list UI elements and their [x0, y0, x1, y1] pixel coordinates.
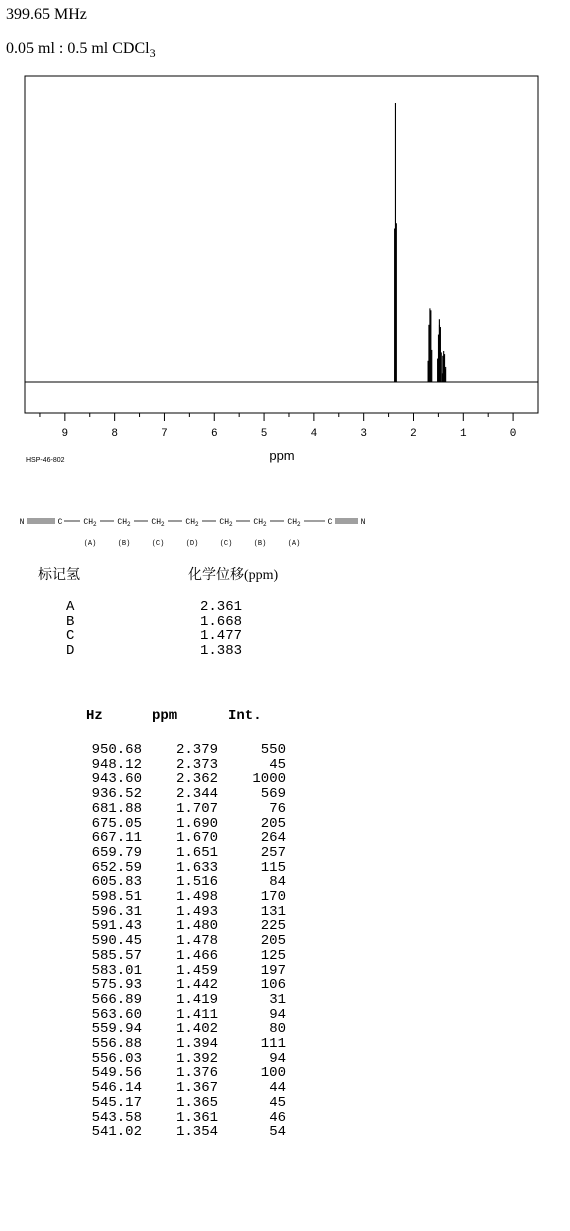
peak-row	[66, 875, 286, 890]
peak-intensity: 44	[269, 1080, 286, 1097]
peak-row	[66, 964, 286, 979]
tick-label: 8	[111, 428, 118, 440]
tick-label: 2	[410, 428, 417, 440]
peak-ppm: 1.376	[175, 1065, 218, 1082]
peak-row	[66, 817, 286, 832]
peak-row	[66, 890, 286, 905]
peak-intensity: 569	[260, 786, 286, 803]
peak-hz: 596.31	[91, 903, 142, 920]
peak-ppm: 1.442	[175, 977, 218, 994]
peak-ppm: 1.361	[175, 1109, 218, 1126]
peak-intensity: 550	[260, 742, 286, 758]
peak-ppm: 1.493	[175, 903, 218, 920]
peak-col-int: Int.	[228, 708, 262, 724]
peak-ppm: 1.670	[175, 830, 218, 847]
plot-frame	[25, 76, 538, 413]
peak-ppm: 1.459	[175, 962, 218, 979]
peak-hz: 659.79	[91, 844, 142, 861]
chemical-shift: 1.477	[200, 628, 243, 644]
peak-ppm: 1.480	[175, 918, 218, 935]
peak-row	[66, 978, 286, 993]
peak-ppm: 1.354	[175, 1124, 218, 1141]
peak-row	[66, 758, 286, 773]
peak-intensity: 94	[269, 1050, 286, 1067]
peak-intensity: 225	[260, 918, 286, 935]
chemical-shift: 1.668	[200, 613, 243, 630]
peak-row	[66, 949, 286, 964]
peak-hz: 583.01	[91, 962, 142, 979]
peak-row	[66, 846, 286, 861]
peak-hz: 566.89	[91, 991, 142, 1008]
peak-hz: 675.05	[91, 815, 142, 832]
tick-label: 1	[459, 428, 467, 440]
peak-ppm: 1.651	[175, 844, 218, 861]
peak-intensity: 264	[260, 830, 286, 847]
peak-intensity: 106	[260, 977, 286, 994]
peak-intensity: 205	[260, 933, 286, 950]
atom-9: C	[327, 518, 333, 527]
peak-intensity: 125	[260, 947, 286, 964]
peak-ppm: 2.344	[175, 786, 218, 803]
atom-7: $CH_2$	[253, 518, 267, 528]
atom-3: $CH_2$	[117, 518, 131, 528]
peak-ppm: 1.367	[175, 1080, 218, 1097]
peak-hz: 948.12	[91, 756, 142, 773]
peak-hz: 546.14	[91, 1080, 142, 1097]
peak-ppm: 2.362	[175, 771, 218, 788]
proton-label: C	[66, 628, 75, 644]
peak-ppm: 1.402	[175, 1021, 218, 1038]
peak-hz: 559.94	[91, 1021, 142, 1038]
group-label: (B)	[253, 540, 267, 548]
proton-label: A	[66, 599, 75, 615]
assignment-row	[66, 600, 260, 615]
peak-row	[66, 1125, 286, 1140]
assignment-row	[66, 629, 260, 644]
peak-intensity: 80	[269, 1021, 286, 1038]
peak-row	[66, 1037, 286, 1052]
peak-hz: 585.57	[91, 947, 142, 964]
x-axis-ticks	[40, 413, 516, 440]
peak-row	[66, 802, 286, 817]
group-label: (B)	[117, 540, 131, 548]
molecule-structure	[0, 510, 570, 550]
peak-hz: 667.11	[91, 830, 142, 847]
group-label: (C)	[151, 540, 165, 548]
chemical-shift: 2.361	[200, 599, 243, 615]
tick-label: 7	[161, 428, 168, 440]
peak-row	[66, 787, 286, 802]
peak-ppm: 1.392	[175, 1050, 218, 1067]
solvent-text: 0.05 ml : 0.5 ml CDCl	[6, 40, 150, 57]
peak-intensity: 111	[260, 1036, 286, 1053]
peak-ppm: 2.373	[175, 756, 218, 773]
group-label: (C)	[219, 540, 233, 548]
peak-hz: 556.03	[91, 1050, 142, 1067]
peak-row	[66, 861, 286, 876]
peak-intensity: 45	[269, 1094, 286, 1111]
proton-label: B	[66, 613, 75, 630]
peak-row	[66, 1008, 286, 1023]
atom-5: $CH_2$	[185, 518, 199, 528]
tick-label: 3	[360, 428, 367, 440]
peak-row	[66, 919, 286, 934]
peak-intensity: 100	[260, 1065, 286, 1082]
peak-row	[66, 1081, 286, 1096]
peak-intensity: 197	[260, 962, 286, 979]
assignment-table	[66, 600, 260, 658]
tick-label: 6	[210, 428, 218, 440]
peak-intensity: 131	[260, 903, 286, 920]
structure-layer	[20, 518, 366, 548]
peak-hz: 652.59	[91, 859, 142, 876]
group-label: (A)	[287, 540, 301, 548]
peak-hz: 545.17	[91, 1094, 142, 1111]
peak-hz: 563.60	[91, 1006, 142, 1023]
solvent-subscript: 3	[149, 46, 156, 61]
peak-hz: 575.93	[91, 977, 142, 994]
spectrometer-frequency: 399.65 MHz	[6, 6, 87, 23]
peak-hz: 605.83	[91, 874, 142, 891]
peak-row	[66, 993, 286, 1008]
peak-hz: 936.52	[91, 786, 142, 803]
peak-ppm: 2.379	[175, 742, 218, 758]
peak-row	[66, 1096, 286, 1111]
peak-row	[66, 831, 286, 846]
spectrum-code: HSP-46-802	[26, 457, 65, 464]
peak-ppm: 1.365	[175, 1094, 218, 1111]
assignment-label-header: 标记氢	[38, 568, 80, 583]
peak-hz: 556.88	[91, 1036, 142, 1053]
peak-col-ppm: ppm	[152, 708, 178, 724]
peak-row	[66, 1052, 286, 1067]
tick-label: 9	[61, 428, 69, 440]
peak-hz: 943.60	[91, 771, 142, 788]
group-label: (D)	[185, 540, 199, 548]
peak-ppm: 1.419	[175, 991, 218, 1008]
peak-intensity: 46	[269, 1109, 286, 1126]
atom-8: $CH_2$	[287, 518, 301, 528]
atom-10: N	[360, 518, 366, 527]
peak-intensity: 76	[269, 800, 286, 817]
x-axis-label: ppm	[269, 448, 295, 463]
peak-ppm: 1.466	[175, 947, 218, 964]
peak-hz: 541.02	[91, 1124, 142, 1141]
peak-intensity: 1000	[252, 771, 286, 788]
peak-hz: 681.88	[91, 800, 142, 817]
peak-row	[66, 905, 286, 920]
peak-ppm: 1.394	[175, 1036, 218, 1053]
peak-table	[66, 743, 286, 1140]
peak-intensity: 115	[260, 859, 286, 876]
assignment-shift-header: 化学位移(ppm)	[188, 568, 279, 583]
peak-intensity: 205	[260, 815, 286, 832]
peak-ppm: 1.411	[175, 1006, 218, 1023]
peak-intensity: 84	[269, 874, 286, 891]
atom-4: $CH_2$	[151, 518, 165, 528]
peak-hz: 549.56	[91, 1065, 142, 1082]
peak-ppm: 1.478	[175, 933, 218, 950]
peak-intensity: 31	[269, 991, 286, 1008]
atom-1: C	[57, 518, 63, 527]
peak-row	[66, 743, 286, 758]
peak-hz: 590.45	[91, 933, 142, 950]
group-label: (A)	[83, 540, 97, 548]
peak-row	[66, 1111, 286, 1126]
tick-label: 4	[310, 428, 318, 440]
chemical-shift: 1.383	[200, 642, 243, 659]
peak-hz: 950.68	[91, 742, 142, 758]
peak-intensity: 257	[260, 844, 286, 861]
peak-row	[66, 1022, 286, 1037]
atom-0: N	[19, 518, 25, 527]
tick-label: 5	[260, 428, 268, 440]
peak-intensity: 94	[269, 1006, 286, 1023]
peak-ppm: 1.633	[175, 859, 218, 876]
assignment-row	[66, 644, 260, 659]
atom-6: $CH_2$	[219, 518, 233, 528]
peak-row	[66, 934, 286, 949]
peak-row	[66, 772, 286, 787]
nmr-spectrum-chart	[0, 0, 570, 480]
proton-label: D	[66, 642, 75, 659]
peak-hz: 591.43	[91, 918, 142, 935]
peak-layer	[395, 103, 446, 382]
peak-intensity: 54	[269, 1124, 286, 1141]
peak-intensity: 45	[269, 756, 286, 773]
peak-hz: 598.51	[91, 889, 142, 906]
peak-col-hz: Hz	[86, 708, 103, 724]
peak-ppm: 1.690	[175, 815, 218, 832]
peak-ppm: 1.516	[175, 874, 218, 891]
peak-intensity: 170	[260, 889, 286, 906]
peak-hz: 543.58	[91, 1109, 142, 1126]
peak-row	[66, 1066, 286, 1081]
atom-2: $CH_2$	[83, 518, 97, 528]
peak-ppm: 1.707	[175, 800, 218, 817]
tick-label: 0	[509, 428, 517, 440]
assignment-row	[66, 615, 260, 630]
peak-ppm: 1.498	[175, 889, 218, 906]
